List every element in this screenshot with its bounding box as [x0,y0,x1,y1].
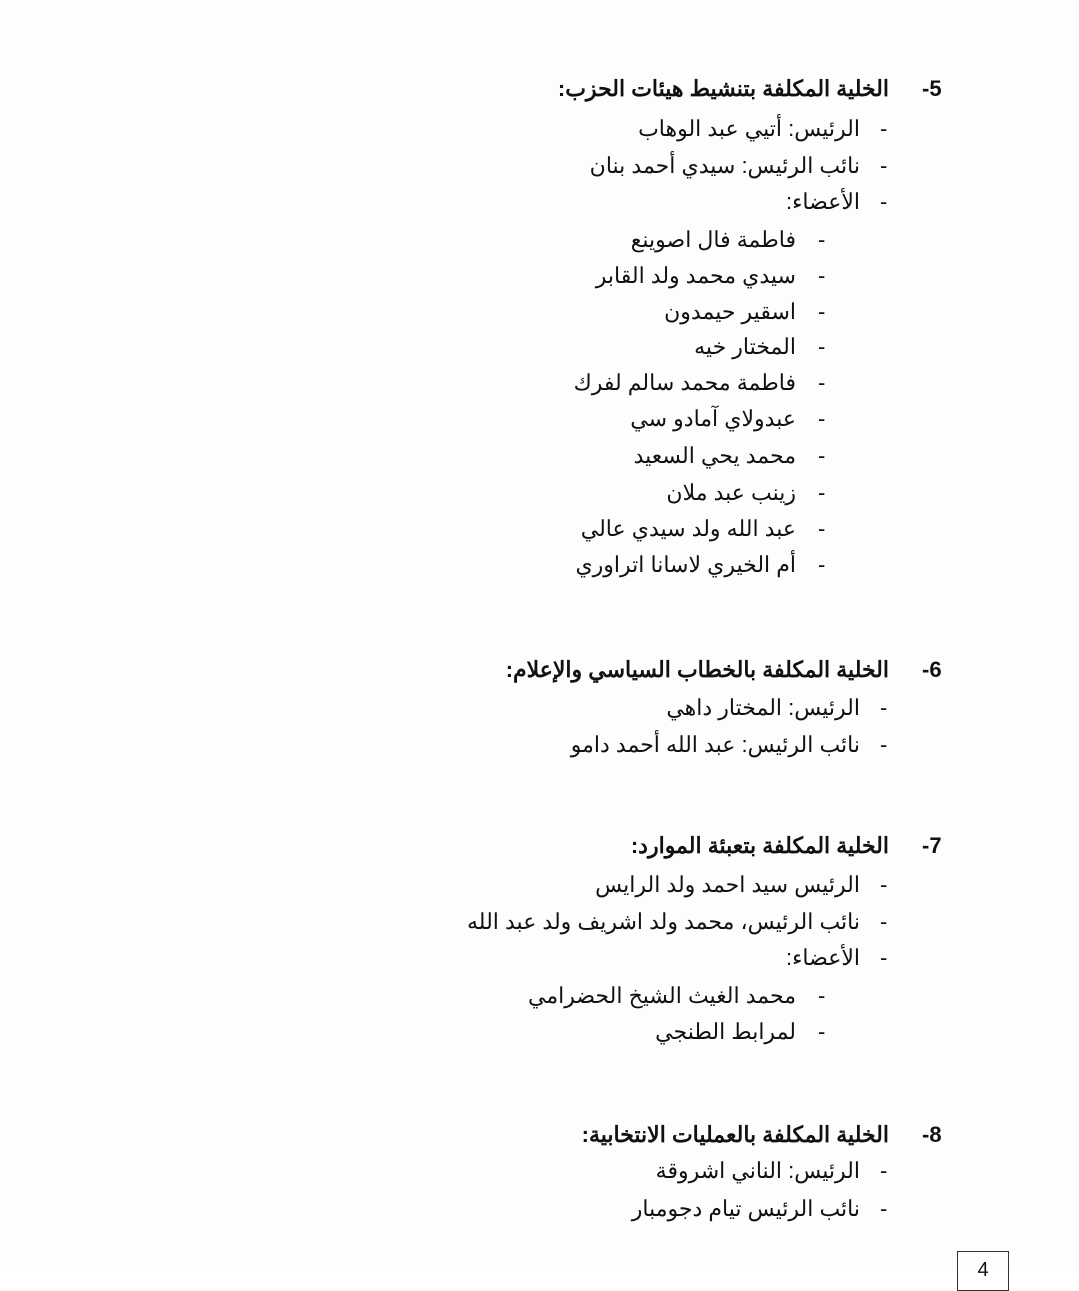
member-item: عبدولاي آمادو سي [630,406,796,431]
list-item: نائب الرئيس: سيدي أحمد بنان [589,153,860,178]
list-item: الرئيس: أتيي عبد الوهاب [638,116,860,141]
section-title: الخلية المكلفة بالخطاب السياسي والإعلام: [505,657,889,682]
member-item: المختار خيه [694,334,796,359]
list-bullet: - [880,1158,888,1183]
list-item: نائب الرئيس: عبد الله أحمد دامو [570,732,860,757]
member-item: اسقير حيمدون [664,299,796,324]
list-bullet: - [818,370,826,395]
member-item: فاطمة فال اصوينع [630,227,796,252]
list-item: الرئيس: المختار داهي [666,695,860,720]
list-bullet: - [880,732,888,757]
section-number: -6 [922,657,942,682]
member-item: سيدي محمد ولد القابر [595,263,796,288]
list-item: الأعضاء: [785,189,860,214]
member-item: محمد الغيث الشيخ الحضرامي [527,983,796,1008]
list-bullet: - [818,227,826,252]
list-bullet: - [880,909,888,934]
list-item: الأعضاء: [785,945,860,970]
list-bullet: - [880,945,888,970]
section-number: -7 [922,833,942,858]
section-title: الخلية المكلفة بالعمليات الانتخابية: [581,1122,889,1147]
section-title: الخلية المكلفة بتعبئة الموارد: [630,833,889,858]
list-bullet: - [818,516,826,541]
list-bullet: - [880,1196,888,1221]
list-bullet: - [818,406,826,431]
section-number: -8 [922,1122,942,1147]
list-item: الرئيس سيد احمد ولد الرايس [595,872,860,897]
section-number: -5 [922,76,942,101]
list-item: نائب الرئيس تيام دجومبار [631,1196,860,1221]
member-item: محمد يحي السعيد [633,443,796,468]
list-bullet: - [818,983,826,1008]
member-item: أم الخيري لاسانا اتراوري [575,552,796,577]
list-item: نائب الرئيس، محمد ولد اشريف ولد عبد الله [467,909,860,934]
list-bullet: - [818,552,826,577]
member-item: عبد الله ولد سيدي عالي [580,516,796,541]
list-bullet: - [818,480,826,505]
list-bullet: - [818,443,826,468]
list-bullet: - [818,263,826,288]
list-bullet: - [880,153,888,178]
list-bullet: - [818,299,826,324]
list-bullet: - [880,872,888,897]
list-bullet: - [880,189,888,214]
list-bullet: - [818,1019,826,1044]
page-number: 4 [957,1251,1009,1291]
member-item: زينب عبد ملان [666,480,796,505]
list-bullet: - [880,695,888,720]
list-bullet: - [818,334,826,359]
list-item: الرئيس: الناني اشروقة [655,1158,860,1183]
member-item: لمرابط الطنجي [655,1019,796,1044]
list-bullet: - [880,116,888,141]
section-title: الخلية المكلفة بتنشيط هيئات الحزب: [557,76,889,101]
member-item: فاطمة محمد سالم لفرك [573,370,796,395]
